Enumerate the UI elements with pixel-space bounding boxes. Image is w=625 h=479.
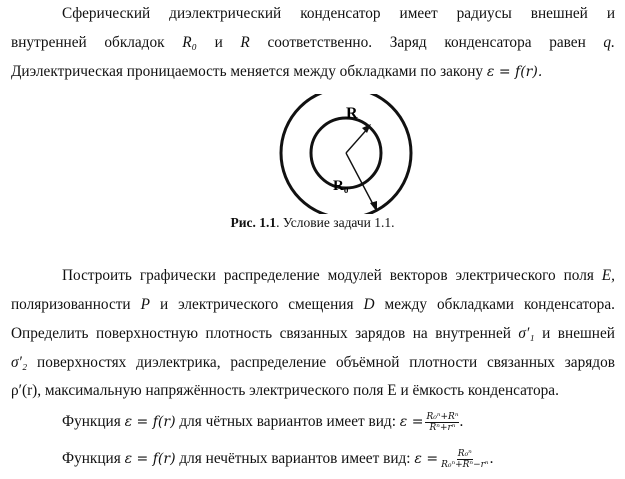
task-line-3 (11, 324, 615, 344)
word: зарядов (355, 325, 406, 342)
word: E, (601, 267, 615, 284)
function-odd-end: . (489, 450, 494, 468)
word: q. (603, 34, 615, 51)
word: на (412, 325, 428, 342)
word: между (384, 296, 428, 313)
figure-caption-number: Рис. 1.1 (230, 215, 277, 230)
word: R₀ (182, 34, 197, 51)
function-odd-fraction (440, 449, 490, 470)
function-even (62, 412, 625, 433)
word: плотность (205, 325, 273, 342)
label-outer-radius: R (346, 105, 358, 122)
word: σ′₂ (11, 354, 28, 371)
word: Заряд (389, 34, 427, 51)
problem-formula: ε = f(r). (486, 64, 543, 80)
function-even-text: для чётных вариантов имеет вид: (179, 413, 396, 431)
word: P (140, 296, 150, 313)
word: и (159, 296, 169, 313)
problem-line-3 (11, 62, 615, 82)
problem-line-1 (62, 4, 615, 24)
function-even-denominator: Rⁿ+rⁿ (429, 423, 456, 433)
word: смещения (288, 296, 354, 313)
word: внутренней (11, 34, 87, 51)
function-even-end: . (459, 413, 464, 431)
problem-line-2 (11, 33, 615, 53)
function-odd-text: для нечётных вариантов имеет вид: (179, 450, 411, 468)
word: σ′₁ (518, 325, 535, 342)
function-odd-numerator: R₀ⁿ (457, 449, 472, 459)
function-odd-lhs: ε = (414, 451, 439, 468)
word: графически (139, 267, 216, 284)
word: электрического (178, 296, 279, 313)
word: внешней (557, 325, 615, 342)
word: радиусы (456, 5, 512, 22)
function-even-lhs: ε = (399, 414, 424, 431)
word: связанных (279, 325, 348, 342)
word: модулей (327, 267, 382, 284)
word: конденсатора. (523, 296, 615, 313)
word: конденсатора (444, 34, 532, 51)
task-line-5: ρ′(r), максимальную напряжённость электрического поля E и ёмкость конденсатора. (11, 382, 559, 399)
word: внутренней (435, 325, 511, 342)
word: обкладками (437, 296, 514, 313)
function-even-formula: ε = f(r) (124, 414, 176, 431)
word: соответственно. (267, 34, 373, 51)
capacitor-figure (0, 94, 625, 214)
word: поверхностную (96, 325, 199, 342)
task-line-2 (11, 295, 615, 315)
word: и (542, 325, 551, 342)
task-line-4 (11, 353, 615, 373)
function-even-fraction (425, 412, 459, 433)
word: поверхностях (37, 354, 127, 371)
word: диэлектрика, (136, 354, 221, 371)
function-even-prefix: Функция (62, 413, 121, 431)
word: обкладок (104, 34, 165, 51)
word: зарядов (564, 354, 615, 371)
word: поляризованности (11, 296, 131, 313)
radius-r0-line (346, 153, 375, 208)
figure-caption (0, 215, 625, 231)
function-even-numerator: R₀ⁿ+Rⁿ (426, 412, 459, 422)
figure-caption-text: . Условие задачи 1.1. (276, 215, 395, 230)
word: Построить (62, 267, 132, 284)
function-odd-formula: ε = f(r) (124, 451, 176, 468)
word: диэлектрический (169, 5, 282, 22)
task-line-1 (62, 266, 615, 286)
function-odd (62, 449, 625, 470)
word: плотности (409, 354, 478, 371)
word: равен (549, 34, 586, 51)
word: R (240, 34, 250, 51)
function-odd-denominator: R₀ⁿ+Rⁿ−rⁿ (441, 460, 489, 470)
word: конденсатор (300, 5, 381, 22)
word: объёмной (336, 354, 400, 371)
word: распределение (223, 267, 320, 284)
word: имеет (399, 5, 438, 22)
word: распределение (230, 354, 327, 371)
problem-line-3-text: Диэлектрическая проницаемость меняется между обкладками по закону (11, 63, 484, 80)
word: Сферический (62, 5, 151, 22)
function-odd-prefix: Функция (62, 450, 121, 468)
word: связанных (486, 354, 555, 371)
word: внешней (530, 5, 588, 22)
label-inner-radius: R₀ (333, 178, 349, 194)
word: поля (563, 267, 594, 284)
word: векторов (389, 267, 448, 284)
word: Определить (11, 325, 89, 342)
word: электрического (455, 267, 556, 284)
word: и (606, 5, 615, 22)
word: D (363, 296, 375, 313)
word: и (214, 34, 223, 51)
